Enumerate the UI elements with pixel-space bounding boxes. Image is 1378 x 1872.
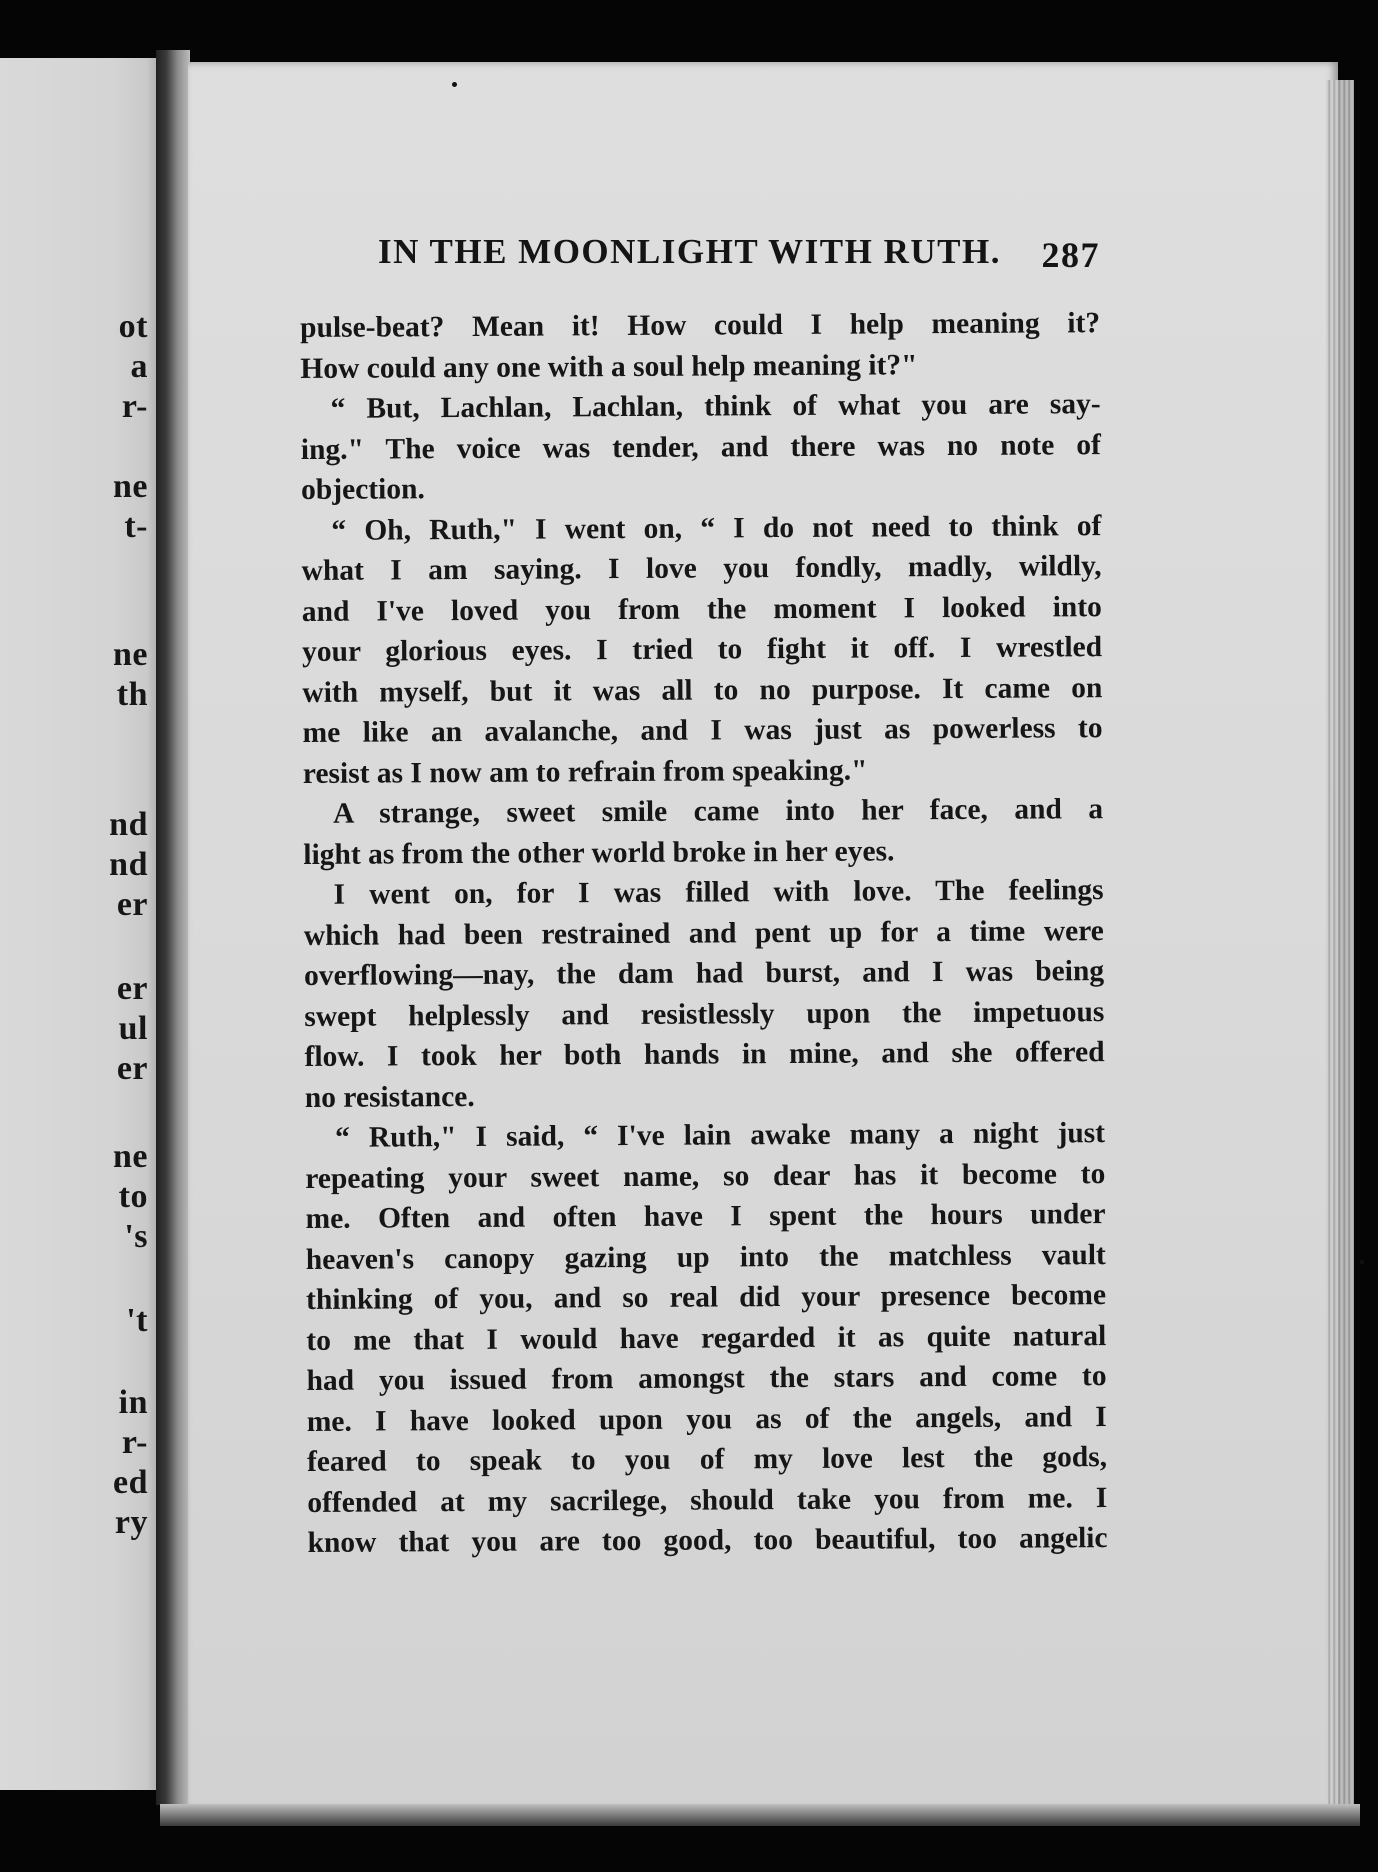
facing-page-fragment: 's <box>124 1218 148 1255</box>
facing-page-fragment: ne <box>113 468 148 505</box>
text-line: and I've loved you from the moment I looked into <box>301 590 1102 628</box>
text-line: “ Oh, Ruth," I went on, “ I do not need to think of <box>331 509 1102 547</box>
text-line: ing." The voice was tender, and there was no note of <box>300 428 1101 466</box>
text-line: “ Ruth," I said, “ I've lain awake many a night just <box>334 1117 1106 1154</box>
facing-page-fragment: 't <box>126 1302 148 1339</box>
body-text <box>300 303 1108 1563</box>
running-head-title: IN THE MOONLIGHT WITH RUTH. <box>378 232 1001 271</box>
facing-page-fragment: ne <box>113 636 148 673</box>
text-line: A strange, sweet smile came into her face, and a <box>332 793 1104 830</box>
text-line: repeating your sweet name, so dear has it become to <box>305 1157 1106 1195</box>
text-line: How could any one with a soul help meaning it?" <box>300 348 918 385</box>
facing-page-fragment: nd <box>109 846 148 883</box>
text-line: light as from the other world broke in her eyes. <box>303 834 895 871</box>
facing-page-fragment: a <box>130 348 148 385</box>
facing-page-fragment: to <box>118 1178 148 1215</box>
facing-page-text-fragments <box>0 58 160 1790</box>
facing-page-fragment: th <box>116 676 148 713</box>
facing-page-fragment: er <box>116 970 148 1007</box>
text-line: “ But, Lachlan, Lachlan, think of what you are say- <box>330 388 1101 425</box>
text-line: swept helplessly and resistlessly upon the impetuous <box>304 995 1105 1033</box>
running-head <box>378 232 1100 282</box>
page-stack-edge <box>1326 80 1354 1808</box>
text-line: I went on, for I was filled with love. The feelings <box>333 874 1104 911</box>
dust-speck <box>452 82 457 87</box>
facing-page-fragment: ul <box>118 1010 148 1047</box>
text-line: me like an avalanche, and I was just as powerless to <box>302 712 1103 749</box>
facing-page-fragment: t- <box>124 508 148 545</box>
facing-page-fragment: er <box>116 1050 148 1087</box>
text-line: me. I have looked upon you as of the angels, and I <box>306 1400 1107 1438</box>
text-line: flow. I took her both hands in mine, and she offered <box>304 1036 1105 1073</box>
text-line: know that you are too good, too beautiful, too angelic <box>307 1522 1108 1559</box>
facing-page-fragment: ne <box>113 1138 148 1175</box>
text-line: your glorious eyes. I tried to fight it off. I wrestled <box>302 631 1103 668</box>
facing-page-fragment: r- <box>121 1424 148 1461</box>
text-line: offended at my sacrilege, should take you from me. I <box>307 1481 1108 1519</box>
book-gutter-shadow <box>156 50 190 1805</box>
text-line: what I am saying. I love you fondly, madly, wildly, <box>301 550 1102 587</box>
text-line: to me that I would have regarded it as quite natural <box>306 1319 1107 1357</box>
page-number: 287 <box>1041 235 1100 275</box>
text-line: with myself, but it was all to no purpose. It came on <box>302 671 1103 709</box>
text-line: pulse-beat? Mean it! How could I help meaning it? <box>300 307 1101 344</box>
text-line: which had been restrained and pent up for a time were <box>303 914 1104 952</box>
facing-page-fragment: in <box>118 1384 148 1421</box>
text-line: no resistance. <box>304 1080 475 1114</box>
facing-page-fragment: ed <box>113 1464 148 1501</box>
text-line: had you issued from amongst the stars and come to <box>306 1360 1107 1397</box>
text-line: resist as I now am to refrain from speaking." <box>302 754 868 790</box>
text-line: thinking of you, and so real did your presence become <box>305 1279 1107 1316</box>
facing-page-fragment: nd <box>109 806 148 843</box>
facing-page-fragment: ot <box>118 308 148 345</box>
text-line: feared to speak to you of my love lest the gods, <box>306 1441 1108 1478</box>
facing-page-fragment: er <box>116 886 148 923</box>
text-line: me. Often and often have I spent the hours under <box>305 1198 1106 1235</box>
dust-speck <box>1360 1260 1364 1264</box>
text-line: heaven's canopy gazing up into the matchless vault <box>305 1238 1106 1276</box>
text-line: objection. <box>301 473 425 506</box>
text-line: overflowing—nay, the dam had burst, and I was being <box>303 955 1105 992</box>
facing-page-fragment: ry <box>114 1504 148 1541</box>
facing-page-fragment: r- <box>121 388 148 425</box>
facing-page-edge <box>0 58 160 1790</box>
page-bottom-shadow <box>160 1804 1360 1826</box>
